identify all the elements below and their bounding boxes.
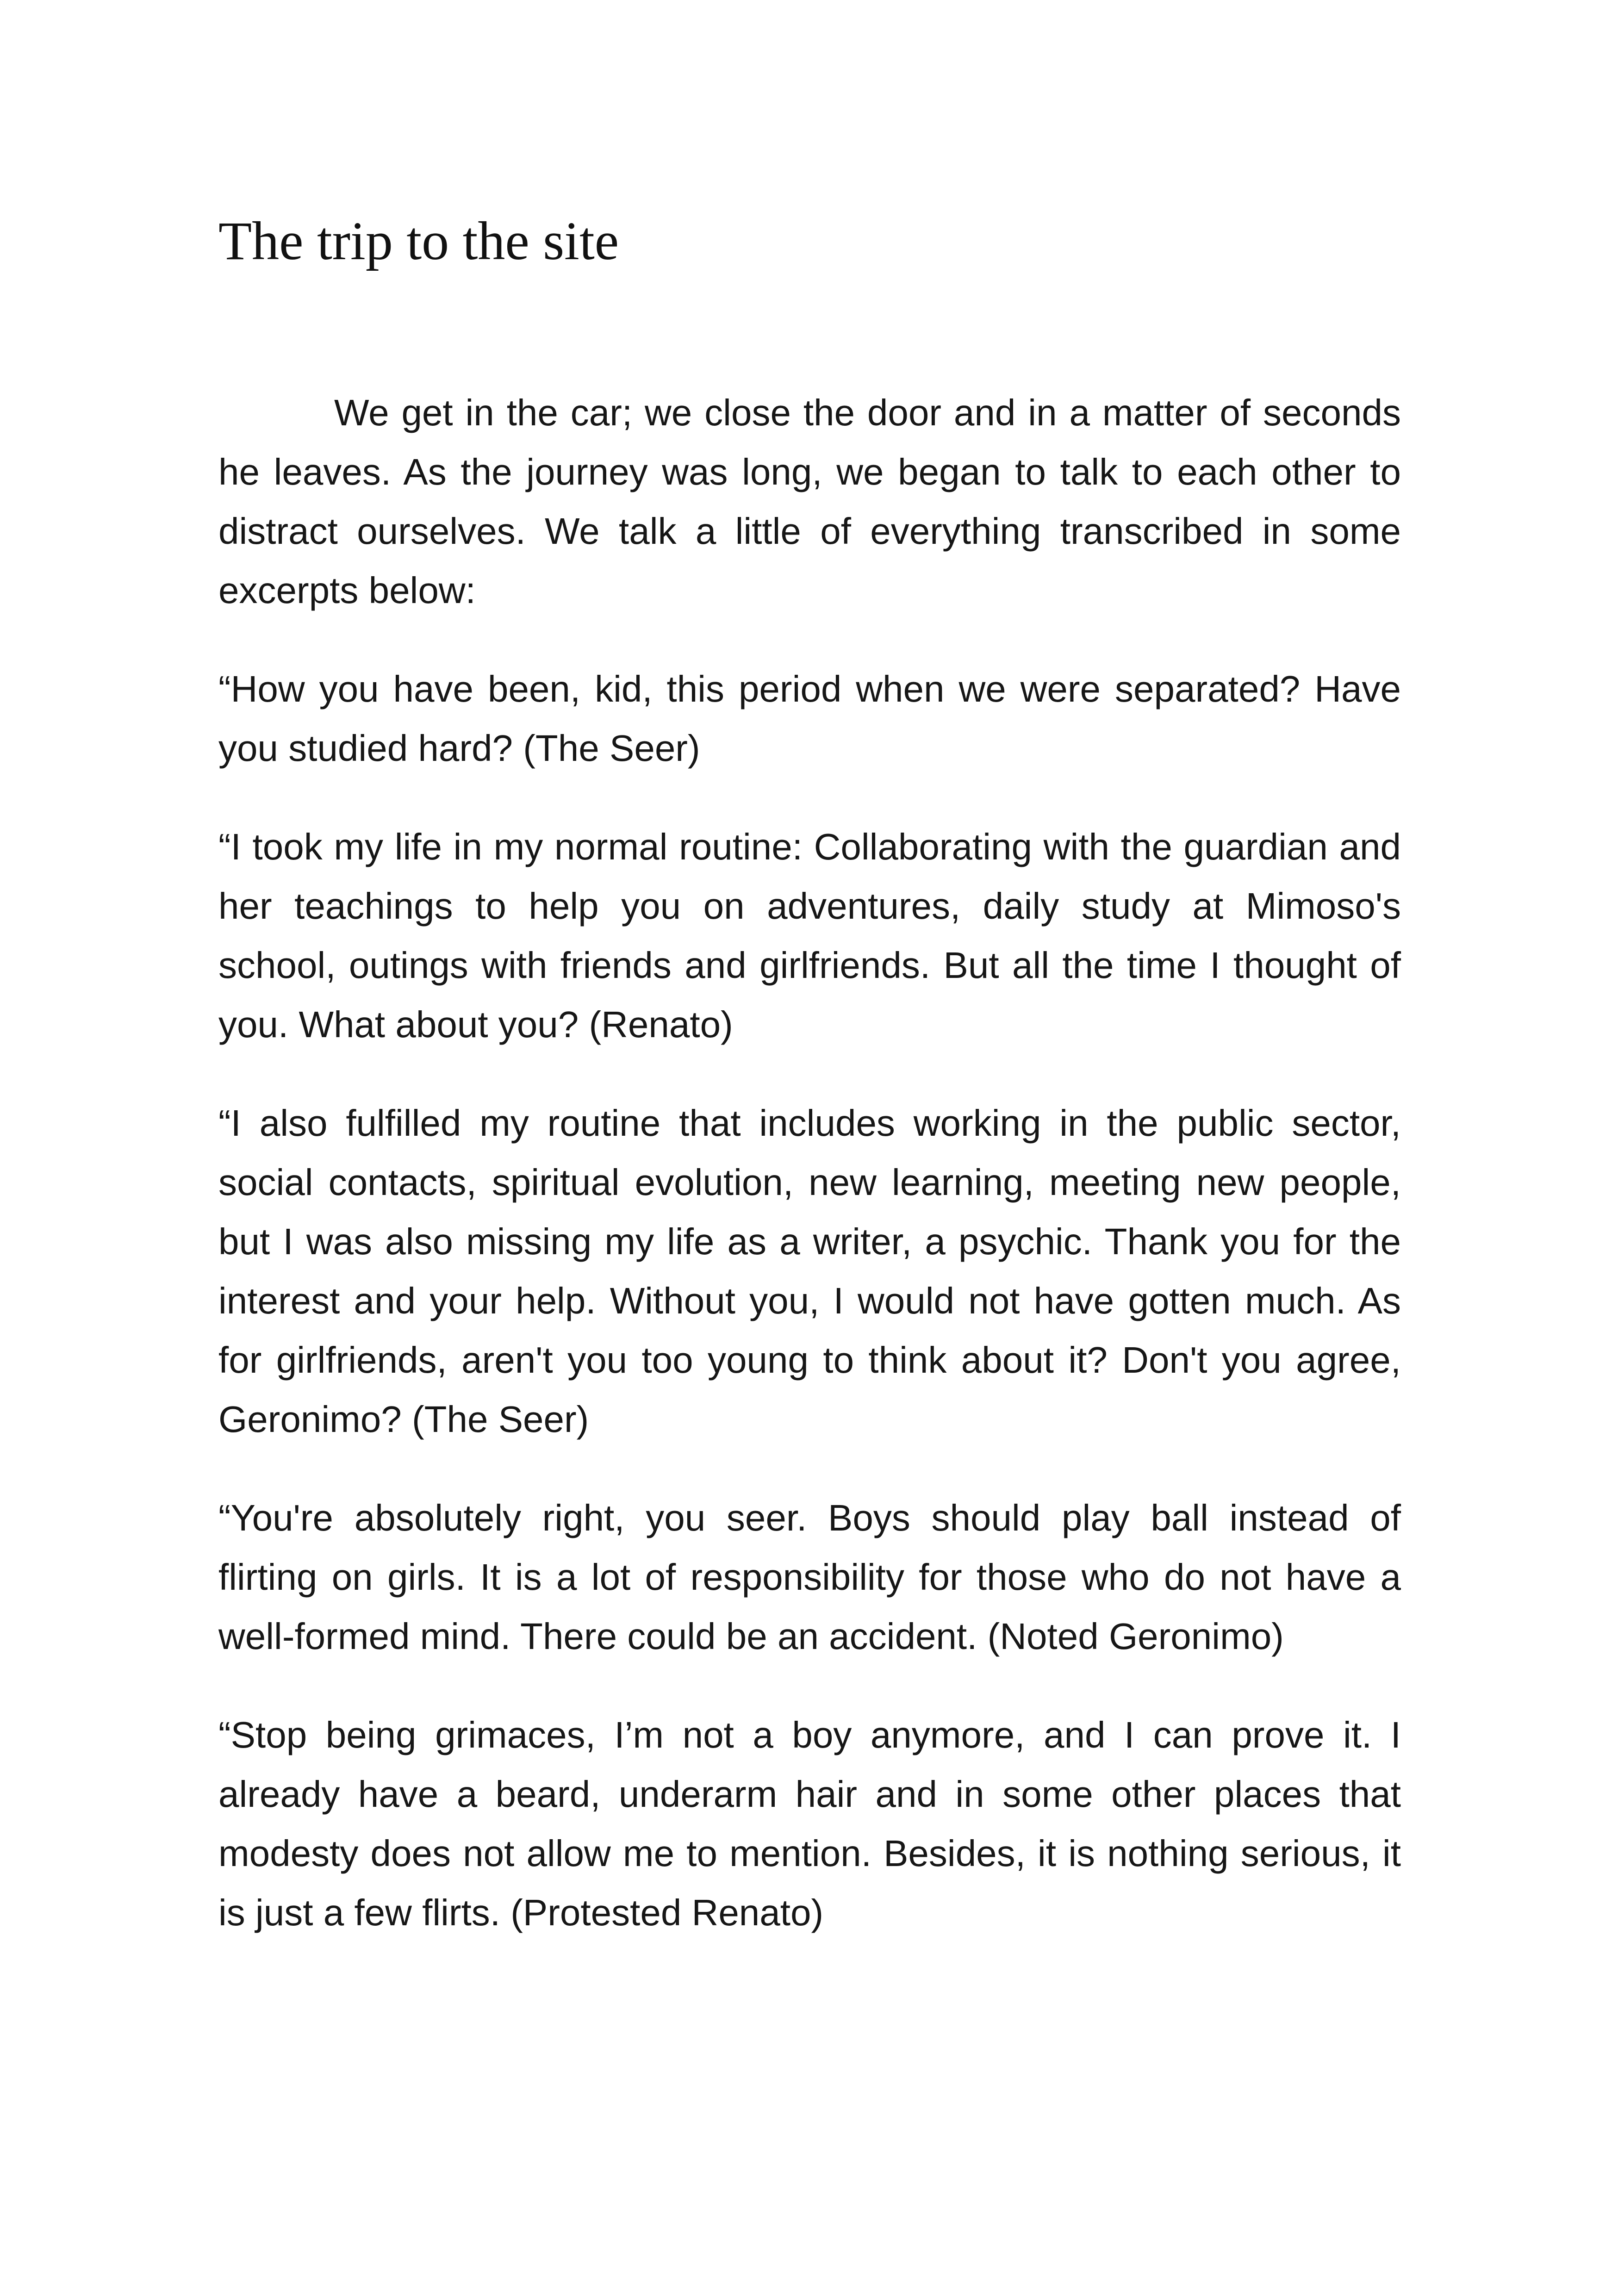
paragraph-3: “I took my life in my normal routine: Collaborating with the guardian and her teachings to help you on adventures, daily study at Mimoso's school, outings with friends and girlfriends. But all the time I thought of you. What about you? (Renato) <box>218 826 1401 1045</box>
chapter-title: The trip to the site <box>218 211 619 271</box>
paragraph-2: “How you have been, kid, this period when we were separated? Have you studied hard? (The Seer) <box>218 668 1401 769</box>
paragraph-5: “You're absolutely right, you seer. Boys should play ball instead of flirting on girls. It is a lot of responsibility for those who do not have a well-formed mind. There could be an accident. (Noted Geronimo) <box>218 1497 1401 1657</box>
body-text <box>218 383 1401 1982</box>
paragraph-6: “Stop being grimaces, I’m not a boy anymore, and I can prove it. I already have a beard, underarm hair and in some other places that modesty does not allow me to mention. Besides, it is nothing serious, it is just a few flirts. (Protested Renato) <box>218 1714 1401 1933</box>
paragraph-1: We get in the car; we close the door and in a matter of seconds he leaves. As the journey was long, we began to talk to each other to distract ourselves. We talk a little of everything transcribed in some excerpts below: <box>218 392 1401 611</box>
paragraph-4: “I also fulfilled my routine that includes working in the public sector, social contacts, spiritual evolution, new learning, meeting new people, but I was also missing my life as a writer, a psychic. Thank you for the interest and your help. Without you, I would not have gotten much. As for girlfriends, aren't you too young to think about it? Don't you agree, Geronimo? (The Seer) <box>218 1102 1401 1440</box>
